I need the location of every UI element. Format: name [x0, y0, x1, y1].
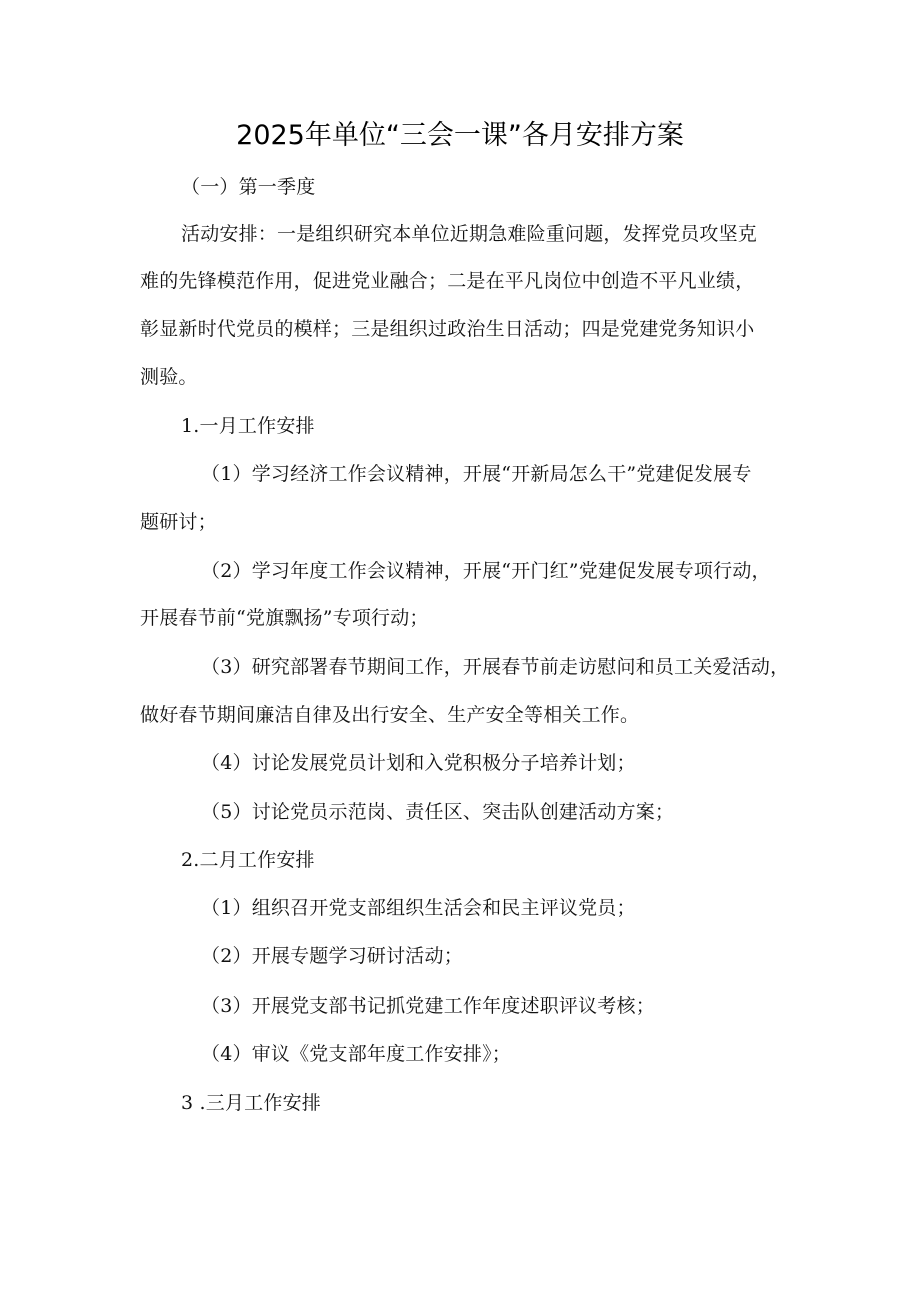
section-heading-q1: （一）第一季度 [181, 176, 316, 198]
month2-item: （1）组织召开党支部组织生活会和民主评议党员； [201, 897, 636, 919]
month2-heading: 2.二月工作安排 [181, 849, 315, 871]
month2-item: （2）开展专题学习研讨活动； [201, 945, 463, 967]
month1-item-continuation: 做好春节期间廉洁自律及出行安全、生产安全等相关工作。 [140, 704, 640, 726]
month3-heading: 3 .三月工作安排 [181, 1092, 321, 1114]
month2-item: （4）审议《党支部年度工作安排》； [201, 1043, 511, 1065]
month1-heading: 1.一月工作安排 [181, 415, 315, 437]
activity-paragraph-line: 活动安排：一是组织研究本单位近期急难险重问题，发挥党员攻坚克 [181, 223, 758, 245]
page-title: 2025年单位“三会一课”各月安排方案 [236, 120, 684, 151]
month2-item: （3）开展党支部书记抓党建工作年度述职评议考核； [201, 995, 655, 1017]
month1-item: （5）讨论党员示范岗、责任区、突击队创建活动方案； [201, 801, 675, 823]
activity-paragraph-line: 彰显新时代党员的模样；三是组织过政治生日活动；四是党建党务知识小 [140, 318, 755, 340]
month1-item: （1）学习经济工作会议精神，开展“开新局怎么干”党建促发展专 [201, 463, 752, 485]
month1-item-continuation: 开展春节前“党旗飘扬”专项行动； [140, 607, 429, 629]
month1-item: （2）学习年度工作会议精神，开展“开门红”党建促发展专项行动， [201, 560, 771, 582]
month1-item: （3）研究部署春节期间工作，开展春节前走访慰问和员工关爱活动， [201, 656, 790, 678]
month1-item-continuation: 题研讨； [140, 511, 217, 533]
month1-item: （4）讨论发展党员计划和入党积极分子培养计划； [201, 752, 636, 774]
activity-paragraph-line: 难的先锋模范作用，促进党业融合；二是在平凡岗位中创造不平凡业绩， [140, 270, 755, 292]
activity-paragraph-line: 测验。 [140, 366, 198, 388]
